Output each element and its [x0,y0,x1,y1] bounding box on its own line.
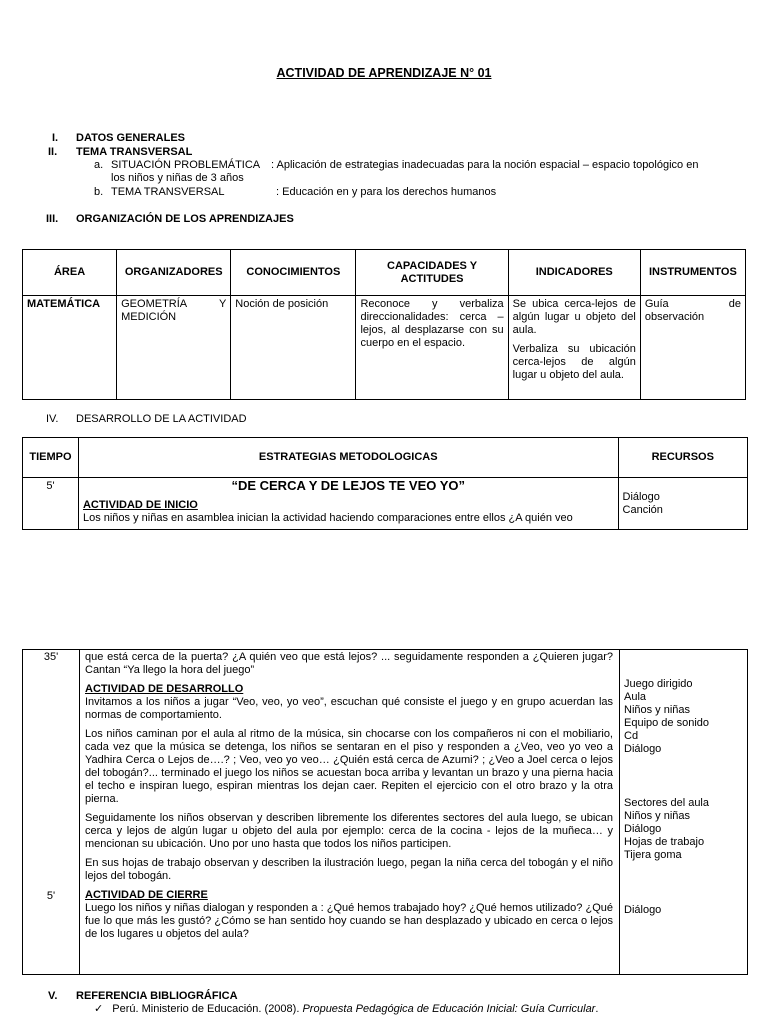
resource-item: Hojas de trabajo [624,836,705,848]
development-table [22,437,748,530]
cont-paragraph-3: Seguidamente los niños observan y describen libremente los diferentes sectores del aula luego, se ubican cerca y lejos de algún lugar u objeto del aula por ejemplo: cerca de la cocina - lejos de la muñeca… y mencionan su ubicación. Uno por uno hasta que todos los niños participen. [85,812,613,850]
dev-header-tiempo: TIEMPO [23,438,79,478]
resource-dialogo: Diálogo [622,490,660,503]
cont-paragraph-1: Invitamos a los niños a jugar “Veo, veo, yo veo”, escuchan qué consiste el juego y en grupo acuerdan las normas de comportamiento. [85,696,613,721]
dev-strategy [78,478,618,530]
document-title: ACTIVIDAD DE APRENDIZAJE N° 01 [276,66,492,80]
resource-item: Juego dirigido [624,678,693,690]
section-5-number: V. [48,990,58,1002]
resource-item: Cd [624,730,639,742]
org-header-area: ÁREA [23,250,117,296]
item-b-text: : Educación en y para los derechos humanos [276,186,497,198]
bibliography-book-title: Propuesta Pedagógica de Educación Inicial: Guía Curricular [302,1003,596,1015]
bibliography-entry [94,1003,598,1016]
dev-header-estrategias: ESTRATEGIAS METODOLOGICAS [78,438,618,478]
resource-item: Aula [624,691,647,703]
continuation-table [22,649,748,975]
cont-resources-c: Diálogo [624,904,662,916]
cont-time-35: 35' [43,651,59,663]
section-4-heading: DESARROLLO DE LA ACTIVIDAD [76,413,247,425]
cont-time-5: 5' [46,890,56,902]
dev-resources [618,478,747,530]
cont-paragraph-4: En sus hojas de trabajo observan y describen la ilustración luego, pegan la niña cerca del tobogán y el niño lejos del tobogán. [85,857,613,882]
start-activity-heading: ACTIVIDAD DE INICIO [82,499,198,511]
org-header-conocimientos: CONOCIMIENTOS [231,250,356,296]
item-a-text-cont: los niños y niñas de 3 años [111,172,244,184]
cont-paragraph-5: Luego los niños y niñas dialogan y responden a : ¿Qué hemos trabajado hoy? ¿Qué hemos utilizado? ¿Qué fue lo que más les gustó? ¿Cómo se han sentido hoy cuando se han desplazado y ubicado en cerca o lejos de los lugares u objetos del aula? [85,902,613,940]
organization-table [22,249,746,400]
item-a-letter: a. [94,159,104,171]
resource-item: Diálogo [624,743,662,755]
org-header-organizadores: ORGANIZADORES [117,250,231,296]
item-b-letter: b. [94,186,104,198]
closing-activity-heading: ACTIVIDAD DE CIERRE [85,889,208,901]
cont-resources-a [624,678,744,756]
start-activity-text: Los niños y niñas en asamblea inician la actividad haciendo comparaciones entre ellos ¿A quién veo [82,512,573,524]
resource-item: Equipo de sonido [624,717,710,729]
org-header-capacidades: CAPACIDADES Y ACTITUDES [356,250,508,296]
section-4-number: IV. [46,413,59,425]
cont-resources-b [624,797,744,862]
section-5-heading: REFERENCIA BIBLIOGRÁFICA [76,990,238,1002]
development-activity-heading: ACTIVIDAD DE DESARROLLO [85,683,244,695]
item-b-label: TEMA TRANSVERSAL [111,186,225,198]
org-indicadores [508,296,640,400]
section-2-heading: TEMA TRANSVERSAL [76,146,193,158]
cont-strategies [85,651,613,947]
resource-item: Sectores del aula [624,797,709,809]
activity-title: “DE CERCA Y DE LEJOS TE VEO YO” [231,478,466,493]
dev-row [23,478,748,530]
resource-cancion: Canción [622,503,663,516]
resource-item: Diálogo [624,823,662,835]
section-1-number: I. [52,132,59,144]
bibliography-author: Perú. Ministerio de Educación. (2008). [112,1003,300,1015]
org-indicador-1: Se ubica cerca-lejos de algún lugar u objeto del aula. [512,298,636,336]
org-capacidad: Reconoce y verbaliza direccionalidades: cerca – lejos, al desplazarse con su cuerpo en el espacio. [356,296,508,400]
section-3-number: III. [46,213,59,225]
dev-header-row [23,438,748,478]
resource-item: Tijera goma [624,849,682,861]
section-3-heading: ORGANIZACIÓN DE LOS APRENDIZAJES [76,213,294,225]
org-organizador: GEOMETRÍA Y MEDICIÓN [117,296,231,400]
resource-item: Niños y niñas [624,704,691,716]
checkmark-icon: ✓ [94,1003,104,1015]
org-conocimiento: Noción de posición [231,296,356,400]
org-area: MATEMÁTICA [23,296,117,400]
org-header-row [23,250,746,296]
section-2-number: II. [48,146,58,158]
cont-paragraph-2: Los niños caminan por el aula al ritmo de la música, sin chocarse con los compañeros ni con el mobiliario, cada vez que la música se detenga, los niños se sentaran en el piso y responden a ¿Veo, veo yo veo a Yadhira Cerca o Lejos de….? ; Veo, veo yo veo… ¿Quién está cerca de Azumi? ; ¿Veo a Joel cerca o lejos del tobogán?... terminado el juego los niños se acuestan boca arriba y levantan un brazo y una pierna hacia el techo e inspiran luego, espiran mientras los dejan caer. Repiten el ejercicio con el otro brazo y la otra pierna. [85,728,613,805]
dev-time: 5' [23,478,79,530]
org-instrumento: Guía de observación [640,296,745,400]
dev-header-recursos: RECURSOS [618,438,747,478]
org-header-instrumentos: INSTRUMENTOS [640,250,745,296]
resource-item: Niños y niñas [624,810,691,822]
cont-paragraph-0: que está cerca de la puerta? ¿A quién veo que está lejos? ... seguidamente responden a ¿Quieren jugar? Cantan “Ya llego la hora del juego” [85,651,613,676]
org-row [23,296,746,400]
section-1-heading: DATOS GENERALES [76,132,185,144]
org-header-indicadores: INDICADORES [508,250,640,296]
bibliography-end: . [595,1003,599,1015]
org-indicador-2: Verbaliza su ubicación cerca-lejos de algún lugar u objeto del aula. [512,343,636,381]
item-a-label: SITUACIÓN PROBLEMÁTICA [111,159,261,171]
item-a-text: : Aplicación de estrategias inadecuadas para la noción espacial – espacio topológico en [271,159,699,171]
